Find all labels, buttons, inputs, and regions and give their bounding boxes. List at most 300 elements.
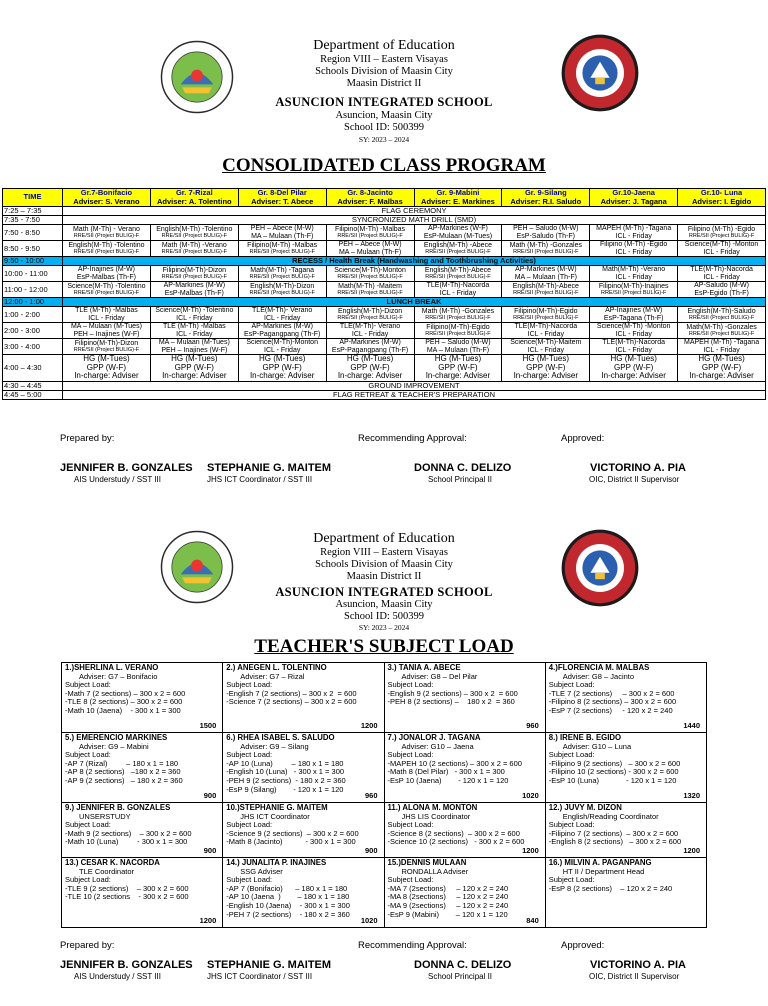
schedule-line: Math(M-Th) -Verano xyxy=(602,266,666,273)
schedule-line: MA – Mulaan (Th-F) xyxy=(251,232,314,240)
subject-load-line: -English 10 (Jaena) - 300 x 1 = 300 xyxy=(226,900,350,910)
signatory-title: JHS ICT Coordinator / SST III xyxy=(207,475,313,484)
table-row xyxy=(3,390,766,399)
schedule-cell xyxy=(326,241,414,257)
schedule-line: ICL - Friday xyxy=(703,248,740,256)
schedule-cell xyxy=(150,266,238,282)
schedule-line: Science(M-Th)-Monton xyxy=(246,339,318,346)
schedule-cell xyxy=(590,225,678,241)
schedule-cell xyxy=(150,323,238,339)
time-cell: 4:45 – 5:00 xyxy=(3,390,63,399)
teacher-name: 9.) JENNIFER B. GONZALES xyxy=(65,803,171,812)
teacher-name: 10.)STEPHANIE G. MAITEM xyxy=(226,803,328,812)
subject-load-line: Subject Load: xyxy=(548,750,595,760)
schedule-cell xyxy=(326,282,414,298)
class-program-table xyxy=(2,188,766,400)
subject-load-line: Subject Load: xyxy=(548,820,595,830)
subject-load-line: -Filipino 10 (2 sections) - 300 x 2 = 600 xyxy=(548,767,679,777)
teacher-load-cell xyxy=(223,803,384,858)
load-total: 1200 xyxy=(199,916,217,926)
homeroom-line: HG (M-Tues) xyxy=(346,354,394,363)
schedule-cell xyxy=(63,282,151,298)
subject-load-line: -PEH 9 (2 sections) - 180 x 2 = 360 xyxy=(226,775,346,785)
schedule-line: RRE/SII (Project BULIG)-F xyxy=(161,249,228,255)
teacher-role: Adviser: G9 – Silang xyxy=(240,741,309,751)
schedule-line: Science(M-Th) -Monton xyxy=(684,241,759,248)
teacher-name: 4.)FLORENCIA M. MALBAS xyxy=(548,663,650,672)
schedule-cell xyxy=(63,307,151,323)
division: Schools Division of Maasin City xyxy=(315,66,453,77)
homeroom-line: HG (M-Tues) xyxy=(698,354,745,363)
homeroom-line: HG (M-Tues) xyxy=(522,354,569,363)
schedule-line: RRE/SII (Project BULIG)-F xyxy=(161,233,228,239)
homeroom-cell xyxy=(238,355,326,382)
homeroom-line: HG (M-Tues) xyxy=(434,354,482,363)
schedule-cell xyxy=(414,282,502,298)
teacher-load-cell xyxy=(545,733,706,803)
department-name: Department of Education xyxy=(313,38,455,53)
homeroom-line: In-charge: Adviser xyxy=(337,371,403,380)
time-cell: 3:00 - 4:00 xyxy=(3,339,63,355)
subject-load-line: -Math 8 (Jacinto) - 300 x 1 = 300 xyxy=(226,837,356,847)
teacher-name: 7.) JONALOR J. TAGANA xyxy=(387,733,481,742)
subject-load-line: -Math 7 (2 sections) – 300 x 2 = 600 xyxy=(65,688,186,698)
homeroom-line: GPP (W-F) xyxy=(174,362,214,372)
time-cell: 7:25 – 7:35 xyxy=(3,207,63,216)
prepared-by-label: Prepared by: xyxy=(60,940,115,951)
schedule-line: RRE/SII (Project BULIG)-F xyxy=(513,315,579,321)
subject-load-line: Subject Load: xyxy=(226,680,273,690)
load-total: 900 xyxy=(364,846,378,856)
homeroom-cell xyxy=(678,355,766,382)
subject-load-line: Subject Load: xyxy=(226,875,273,885)
table-header-row xyxy=(3,189,766,207)
subject-load-line: -AP 7 (Rizal) – 180 x 1 = 180 xyxy=(65,758,179,768)
subject-load-line: Subject Load: xyxy=(387,750,434,760)
schedule-line: Filipino(M-Th)-Inajines xyxy=(598,282,669,290)
school-address: Asuncion, Maasin City xyxy=(335,599,433,610)
schedule-cell xyxy=(502,266,590,282)
subject-load-line: Subject Load: xyxy=(387,820,434,830)
schedule-line: EsP-Tagana (Th-F) xyxy=(603,314,664,322)
school-year: SY: 2023 – 2024 xyxy=(358,623,410,632)
schedule-line: AP-Saludo (M-W) xyxy=(694,282,749,289)
teacher-load-cell xyxy=(384,663,545,733)
table-row xyxy=(3,216,766,225)
signatory-title: School Principal II xyxy=(428,475,493,484)
schedule-line: English(M-Th) -Tolentino xyxy=(68,241,145,249)
section-header: Gr. 8-Jacinto Adviser: F. Malbas xyxy=(326,189,414,207)
schedule-line: EsP-Egido (Th-F) xyxy=(694,289,749,297)
teacher-load-cell xyxy=(545,663,706,733)
teacher-name: 8.) IRENE B. EGIDO xyxy=(548,733,622,742)
signatory-name: VICTORINO A. PIA xyxy=(590,462,686,474)
schedule-cell xyxy=(678,307,766,323)
load-row xyxy=(62,803,707,858)
schedule-line: RRE/SII (Project BULIG)-F xyxy=(513,249,579,255)
teacher-name: 12.) JUVY M. DIZON xyxy=(548,803,622,812)
signatory-name: DONNA C. DELIZO xyxy=(414,462,512,474)
schedule-line: Math (M-Th) - Verano xyxy=(72,225,140,233)
schedule-line: English(M-Th) -Abece xyxy=(423,241,492,249)
schedule-line: RRE/SII (Project BULIG)-F xyxy=(600,290,667,296)
teacher-role: RONDALLA Adviser xyxy=(401,866,469,876)
schedule-line: Science(M-Th) -Tolentino xyxy=(67,282,146,290)
schedule-line: RRE/SII (Project BULIG)-F xyxy=(249,274,315,280)
schedule-line: ICL - Friday xyxy=(176,330,213,338)
schedule-line: PEH – Abece (M-W) xyxy=(250,225,314,232)
schedule-line: RRE/SII (Project BULIG)-F xyxy=(161,274,228,280)
schedule-cell xyxy=(150,241,238,257)
schedule-cell xyxy=(678,241,766,257)
schedule-line: TLE(M-Th)-Nacorda xyxy=(426,282,490,289)
schedule-cell xyxy=(678,225,766,241)
teacher-load-cell xyxy=(62,858,223,928)
load-row xyxy=(62,858,707,928)
subject-load-line: Subject Load: xyxy=(65,820,111,830)
table-row xyxy=(3,266,766,282)
homeroom-line: GPP (W-F) xyxy=(614,362,654,372)
lunch-break-cell: LUNCH BREAK xyxy=(63,298,766,307)
schedule-line: ICL - Friday xyxy=(615,330,652,338)
time-cell: 7:35 - 7:50 xyxy=(3,216,63,225)
signatory-title: School Principal II xyxy=(428,972,493,981)
subject-load-line: -PEH 7 (2 sections) - 180 x 2 = 360 xyxy=(226,909,350,919)
schedule-line: ICL - Friday xyxy=(439,289,477,297)
subject-load-line: Subject Load: xyxy=(226,750,273,760)
schedule-line: Filipino(M-Th)-Dizon xyxy=(74,339,139,347)
teacher-role: UNSERSTUDY xyxy=(79,811,131,821)
schedule-cell xyxy=(326,323,414,339)
homeroom-line: GPP (W-F) xyxy=(86,362,127,372)
schedule-line: English(M-Th)-Abece xyxy=(424,266,491,274)
time-cell: 8:50 - 9:50 xyxy=(3,241,63,257)
time-cell: 11:00 - 12:00 xyxy=(3,282,63,298)
homeroom-line: In-charge: Adviser xyxy=(601,371,666,380)
subject-load-line: Subject Load: xyxy=(65,680,111,690)
teacher-role: Adviser: G7 – Bonifacio xyxy=(79,671,158,681)
schedule-line: Math(M-Th) -Gonzales xyxy=(686,323,757,331)
subject-load-table xyxy=(61,662,707,928)
schedule-line: Math (M-Th) -Gonzales xyxy=(509,241,582,249)
schedule-cell xyxy=(502,339,590,355)
teacher-role: SSG Adviser xyxy=(240,866,283,876)
teacher-load-cell xyxy=(223,733,384,803)
subject-load-line: -Science 7 (2 sections) – 300 x 2 = 600 xyxy=(226,697,357,707)
schedule-line: ICL - Friday xyxy=(88,314,125,322)
load-row xyxy=(62,733,707,803)
subject-load-line: -AP 8 (2 sections) –180 x 2 = 360 xyxy=(65,767,181,777)
schedule-line: TLE(M-Th)-Nacorda xyxy=(690,266,753,273)
teacher-name: 14.) JUNALITA P. INAJINES xyxy=(226,858,327,867)
signatory-title: OIC, District II Supervisor xyxy=(589,972,680,981)
teacher-role: Adviser: G10 – Jaena xyxy=(401,741,474,751)
homeroom-cell xyxy=(326,355,414,382)
schedule-cell xyxy=(238,307,326,323)
signatory-name: JENNIFER B. GONZALES xyxy=(60,959,193,971)
time-cell: 9:50 - 10:00 xyxy=(3,257,63,266)
schedule-line: Filipino (M-Th) -Egido xyxy=(600,241,668,248)
table-row xyxy=(3,307,766,323)
homeroom-line: In-charge: Adviser xyxy=(425,371,491,380)
homeroom-line: GPP (W-F) xyxy=(350,362,390,372)
time-cell: 4:00 – 4:30 xyxy=(3,355,63,382)
schedule-cell xyxy=(502,323,590,339)
section-header: Gr.10- Luna Adviser: I. Egido xyxy=(678,189,766,207)
schedule-line: TLE(M-Th)-Nacorda xyxy=(602,339,665,346)
schedule-cell xyxy=(678,339,766,355)
schedule-line: PEH – Abece (M-W) xyxy=(338,241,402,248)
schedule-line: English(M-Th)-Dizon xyxy=(250,282,315,290)
schedule-line: TLE(M-Th)-Nacorda xyxy=(514,323,578,330)
section-header: Gr. 9-Silang Adviser: R.I. Saludo xyxy=(502,189,590,207)
subject-load-line: -EsP 8 (2 sections) – 120 x 2 = 240 xyxy=(548,883,673,893)
teacher-load-cell xyxy=(62,733,223,803)
subject-load-line: -AP 10 (Jaena ) – 180 x 1 = 180 xyxy=(226,892,350,902)
homeroom-line: GPP (W-F) xyxy=(526,362,566,372)
schedule-line: ICL - Friday xyxy=(527,330,564,338)
homeroom-cell xyxy=(63,355,151,382)
subject-load-line: -AP 7 (Bonifacio) – 180 x 1 = 180 xyxy=(226,883,348,893)
teacher-load-cell xyxy=(62,803,223,858)
schedule-line: Math (M-Th) -Verano xyxy=(161,241,227,249)
schedule-line: ICL - Friday xyxy=(176,314,213,322)
time-cell: 4:30 – 4:45 xyxy=(3,381,63,390)
schedule-line: RRE/SII (Project BULIG)-F xyxy=(73,249,140,255)
table-row xyxy=(3,225,766,241)
homeroom-line: HG (M-Tues) xyxy=(83,354,130,363)
teacher-role: JHS ICT Coordinator xyxy=(240,811,310,821)
schedule-line: RRE/SII (Project BULIG)-F xyxy=(249,249,315,255)
schedule-cell xyxy=(414,241,502,257)
signatory-name: VICTORINO A. PIA xyxy=(590,959,686,971)
schedule-cell xyxy=(326,266,414,282)
teacher-load-cell xyxy=(62,663,223,733)
signatory-title: AIS Understudy / SST III xyxy=(74,475,161,484)
schedule-cell xyxy=(414,323,502,339)
subject-load-line: -EsP 9 (Silang) - 120 x 1 = 120 xyxy=(226,784,344,794)
time-header: TIME xyxy=(3,189,63,207)
schedule-line: RRE/SII (Project BULIG)-F xyxy=(688,331,755,337)
table-row xyxy=(3,323,766,339)
schedule-line: RRE/SII (Project BULIG)-F xyxy=(73,290,140,296)
schedule-cell xyxy=(63,339,151,355)
subject-load-line: Subject Load: xyxy=(548,680,595,690)
subject-load-line: -English 8 (2 sections) – 300 x 2 = 600 xyxy=(548,837,682,847)
schedule-line: MAPEH (M-Th) -Tagana xyxy=(684,339,760,346)
schedule-cell xyxy=(63,266,151,282)
signatory-name: JENNIFER B. GONZALES xyxy=(60,462,193,474)
schedule-cell xyxy=(326,339,414,355)
schedule-cell xyxy=(63,323,151,339)
schedule-cell xyxy=(678,282,766,298)
schedule-cell xyxy=(150,307,238,323)
schedule-line: ICL - Friday xyxy=(703,346,740,354)
table-row xyxy=(3,298,766,307)
teacher-name: 16.) MILVIN A. PAGANPANG xyxy=(548,858,652,867)
schedule-line: MAPEH (M-Th) -Tagana xyxy=(596,225,672,232)
schedule-line: Math(M-Th) -Tagana xyxy=(250,266,315,274)
subject-load-line: -Filipino 8 (2 sections) – 300 x 2 = 600 xyxy=(548,697,677,707)
schedule-line: RRE/SII (Project BULIG)-F xyxy=(337,315,403,321)
schedule-cell xyxy=(238,323,326,339)
load-total: 1500 xyxy=(199,721,217,731)
schedule-line: PEH – Inajines (W-F) xyxy=(161,346,228,354)
schedule-cell xyxy=(502,282,590,298)
teacher-role: Adviser: G8 – Del Pilar xyxy=(401,671,478,681)
schedule-line: AP-Inajines (M-W) xyxy=(605,307,663,314)
subject-load-line: Subject Load: xyxy=(65,875,111,885)
time-cell: 10:00 - 11:00 xyxy=(3,266,63,282)
teacher-role: Adviser: G10 – Luna xyxy=(562,741,632,751)
school-year: SY: 2023 – 2024 xyxy=(358,135,410,144)
school-id: School ID: 500399 xyxy=(344,122,424,133)
signatory-title: JHS ICT Coordinator / SST III xyxy=(207,972,313,981)
teacher-load-cell xyxy=(384,803,545,858)
schedule-line: RRE/SII (Project BULIG)-F xyxy=(249,290,315,296)
homeroom-line: In-charge: Adviser xyxy=(74,371,139,380)
ground-improvement-cell: GROUND IMPROVEMENT xyxy=(63,381,766,390)
subject-load-line: -AP 10 (Luna) – 180 x 1 = 180 xyxy=(226,758,344,768)
subject-load-line: -MAPEH 10 (2 sections) – 300 x 2 = 600 xyxy=(387,758,522,768)
teacher-name: 2.) ANEGEN L. TOLENTINO xyxy=(226,663,327,672)
schedule-line: RRE/SII (Project BULIG)-F xyxy=(337,290,403,296)
signatory-title: OIC, District II Supervisor xyxy=(589,475,680,484)
schedule-line: EsP-Malbas (Th-F) xyxy=(164,289,224,297)
table-row xyxy=(3,355,766,382)
teacher-load-cell xyxy=(384,733,545,803)
homeroom-line: HG (M-Tues) xyxy=(610,354,657,363)
subject-load-line: -EsP 9 (Mabini) – 120 x 1 = 120 xyxy=(387,909,508,919)
time-cell: 1:00 - 2:00 xyxy=(3,307,63,323)
subject-load-line: -English 7 (2 sections) – 300 x 2 = 600 xyxy=(226,688,357,698)
schedule-line: RRE/SII (Project BULIG)-F xyxy=(73,233,140,239)
signatory-name: DONNA C. DELIZO xyxy=(414,959,512,971)
subject-load-line: -English 9 (2 sections) – 300 x 2 = 600 xyxy=(387,688,518,698)
schedule-cell xyxy=(590,323,678,339)
subject-load-line: Subject Load: xyxy=(387,680,434,690)
schedule-cell xyxy=(414,307,502,323)
subject-load-line: -Science 9 (2 sections) – 300 x 2 = 600 xyxy=(226,828,359,838)
schedule-line: TLE (M-Th) -Malbas xyxy=(75,307,138,314)
approved-label: Approved: xyxy=(561,433,605,444)
teacher-name: 1.)SHERLINA L. VERANO xyxy=(65,663,159,672)
district: Maasin District II xyxy=(346,78,422,89)
subject-load-line: Subject Load: xyxy=(65,750,111,760)
teacher-load-cell xyxy=(545,858,706,928)
subject-load-line: Subject Load: xyxy=(226,820,273,830)
schedule-line: Science(M-Th)-Maitem xyxy=(510,339,582,346)
teacher-name: 5.) EMERENCIO MARKINES xyxy=(65,733,168,742)
schedule-cell xyxy=(238,266,326,282)
teacher-role: English/Reading Coordinator xyxy=(562,811,659,821)
load-total: 1020 xyxy=(360,916,378,926)
teacher-name: 3.) TANIA A. ABECE xyxy=(387,663,461,672)
prepared-by-label: Prepared by: xyxy=(60,433,115,444)
flag-retreat-cell: FLAG RETREAT & TEACHER'S PREPARATION xyxy=(63,390,766,399)
homeroom-line: GPP (W-F) xyxy=(438,362,478,372)
schedule-line: ICL - Friday xyxy=(615,273,652,281)
table-row xyxy=(3,241,766,257)
time-cell: 12:00 - 1:00 xyxy=(3,298,63,307)
schedule-cell xyxy=(238,241,326,257)
schedule-line: AP-Markines (W-F) xyxy=(428,225,488,232)
school-address: Asuncion, Maasin City xyxy=(335,110,433,121)
load-total: 1320 xyxy=(683,791,700,801)
subject-load-line: -TLE 8 (2 sections) – 300 x 2 = 600 xyxy=(65,697,183,707)
schedule-line: AP-Markines (M-W) xyxy=(163,282,226,289)
schedule-cell xyxy=(502,225,590,241)
schedule-line: ICL - Friday xyxy=(615,248,652,256)
teacher-name: 11.) ALONA M. MONTON xyxy=(387,803,478,812)
school-name: ASUNCION INTEGRATED SCHOOL xyxy=(275,95,493,109)
region: Region VIII – Eastern Visayas xyxy=(320,54,448,65)
teacher-load-cell xyxy=(223,858,384,928)
teacher-name: 6.) RHEA ISABEL S. SALUDO xyxy=(226,733,335,742)
load-total: 960 xyxy=(526,721,539,731)
recess-cell: RECESS / Health Break (Handwashing and Toothbrushing Activities) xyxy=(63,257,766,266)
homeroom-line: GPP (W-F) xyxy=(262,362,302,372)
schedule-line: English(M-Th)-Saludo xyxy=(687,307,756,315)
teacher-name: 13.) CESAR K. NACORDA xyxy=(65,858,160,867)
schedule-line: English(M-Th)-Abece xyxy=(512,282,579,290)
approved-label: Approved: xyxy=(561,940,605,951)
schedule-line: ICL - Friday xyxy=(615,346,652,354)
teacher-role: JHS LIS Coordinator xyxy=(401,811,471,821)
homeroom-cell xyxy=(414,355,502,382)
section-header: Gr. 8-Del Pilar Adviser: T. Abece xyxy=(238,189,326,207)
schedule-line: Math(M-Th) -Maitem xyxy=(338,282,402,290)
load-total: 960 xyxy=(364,791,378,801)
teacher-role: HT II / Department Head xyxy=(562,866,645,876)
subject-load-line: -EsP 7 (2 sections) - 120 x 2 = 240 xyxy=(548,705,673,715)
schedule-line: ICL - Friday xyxy=(264,314,301,322)
teacher-role: TLE Coordinator xyxy=(79,866,135,876)
schedule-line: Filipino(M-Th) -Malbas xyxy=(247,241,318,249)
subject-load-line: -Filipino 7 (2 sections) – 300 x 2 = 600 xyxy=(548,828,679,838)
schedule-cell xyxy=(502,307,590,323)
signatory-name: STEPHANIE G. MAITEM xyxy=(207,462,332,474)
schedule-cell xyxy=(414,225,502,241)
schedule-cell xyxy=(150,225,238,241)
time-cell: 7:50 - 8:50 xyxy=(3,225,63,241)
teacher-role: Adviser: G8 – Jacinto xyxy=(562,671,635,681)
subject-load-line: -MA 8 (2sections) – 120 x 2 = 240 xyxy=(387,892,509,902)
homeroom-line: In-charge: Adviser xyxy=(162,371,227,380)
schedule-cell xyxy=(590,266,678,282)
section-header: Gr. 7-Rizal Adviser: A. Tolentino xyxy=(150,189,238,207)
schedule-line: RRE/SII (Project BULIG)-F xyxy=(425,249,491,255)
schedule-line: RRE/SII (Project BULIG)-F xyxy=(425,315,491,321)
schedule-cell xyxy=(414,339,502,355)
schedule-cell xyxy=(238,282,326,298)
schedule-line: Filipino(M-Th)-Dizon xyxy=(162,266,227,274)
schedule-line: AP-Markines (M-W) xyxy=(251,323,313,330)
schedule-line: Science(M-Th) -Tolentino xyxy=(155,307,234,314)
schedule-line: Filipino(M-Th) -Malbas xyxy=(335,225,406,233)
schedule-line: RRE/SII (Project BULIG)-F xyxy=(73,347,140,353)
page-title-class-program: CONSOLIDATED CLASS PROGRAM xyxy=(222,155,546,176)
signatory-name: STEPHANIE G. MAITEM xyxy=(207,959,332,971)
schedule-line: RRE/SII (Project BULIG)-F xyxy=(688,315,755,321)
homeroom-line: In-charge: Adviser xyxy=(513,371,579,380)
schedule-line: RRE/SII (Project BULIG)-F xyxy=(425,274,491,280)
load-total: 1200 xyxy=(360,721,378,731)
subject-load-line: -AP 9 (2 sections) – 180 x 2 = 360 xyxy=(65,775,183,785)
schedule-line: English(M-Th) -Tolentino xyxy=(156,225,233,233)
schedule-cell xyxy=(326,307,414,323)
recommending-label: Recommending Approval: xyxy=(358,940,467,951)
